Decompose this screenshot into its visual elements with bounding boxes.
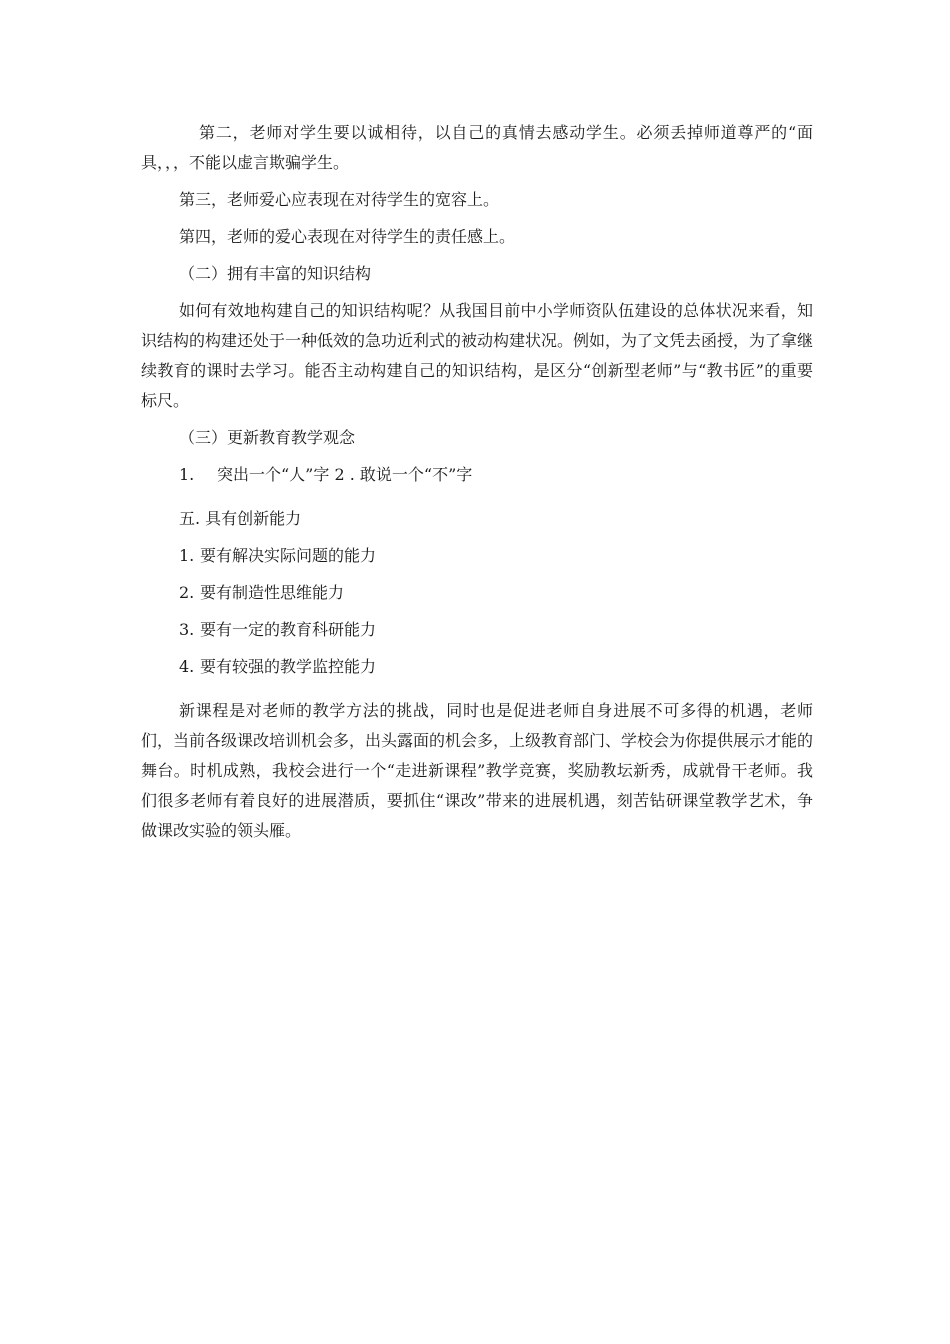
section-heading-concepts: （三）更新教育教学观念 (179, 428, 356, 447)
list-item-number: 4. (179, 657, 195, 676)
list-item-text: 要有解决实际问题的能力 (200, 546, 377, 565)
list-item-text: 要有一定的教育科研能力 (200, 620, 377, 639)
section-heading-knowledge: （二）拥有丰富的知识结构 (179, 264, 372, 283)
list-item-text: 要有制造性思维能力 (200, 583, 345, 602)
paragraph-new-curriculum: 新课程是对老师的教学方法的挑战，同时也是促进老师自身进展不可多得的机遇，老师们，当前各级课改培训机会多，出头露面的机会多，上级教育部门、学校会为你提供展示才能的舞台。时机成熟，我校会进行一个“走进新课程”教学竞赛，奖励教坛新秀，成就骨干老师。我们很多老师有着良好的进展潜质，要抓住“课改”带来的进展机遇，刻苦钻研课堂教学艺术，争做课改实验的领头雁。 (141, 701, 814, 840)
list-item-number: 1. (179, 546, 195, 565)
paragraph-second-point: 第二，老师对学生要以诚相待，以自己的真情去感动学生。必须丢掉师道尊严的“面具，，，不能以虚言欺骗学生。 (141, 123, 813, 172)
list-item (141, 615, 813, 645)
section-heading-innovation: 五. 具有创新能力 (179, 509, 302, 528)
list-item-text: 突出一个“人”字 2 . 敢说一个“不”字 (217, 465, 473, 484)
list-item (141, 541, 813, 571)
list-item (141, 652, 813, 682)
list-item-text: 要有较强的教学监控能力 (200, 657, 377, 676)
paragraph-knowledge-structure: 如何有效地构建自己的知识结构呢？从我国目前中小学师资队伍建设的总体状况来看，知识结构的构建还处于一种低效的急功近利式的被动构建状况。例如，为了文凭去函授，为了拿继续教育的课时去学习。能否主动构建自己的知识结构，是区分“创新型老师”与“教书匠”的重要标尺。 (141, 301, 814, 410)
paragraph-third-point: 第三，老师爱心应表现在对待学生的宽容上。 (179, 190, 500, 209)
document-body (141, 118, 813, 846)
list-item (141, 578, 813, 608)
list-item-number: 3. (179, 620, 195, 639)
list-item-concepts (141, 460, 813, 490)
paragraph-fourth-point: 第四，老师的爱心表现在对待学生的责任感上。 (179, 227, 516, 246)
list-item-number: 1. (179, 465, 195, 484)
list-item-number: 2. (179, 583, 195, 602)
